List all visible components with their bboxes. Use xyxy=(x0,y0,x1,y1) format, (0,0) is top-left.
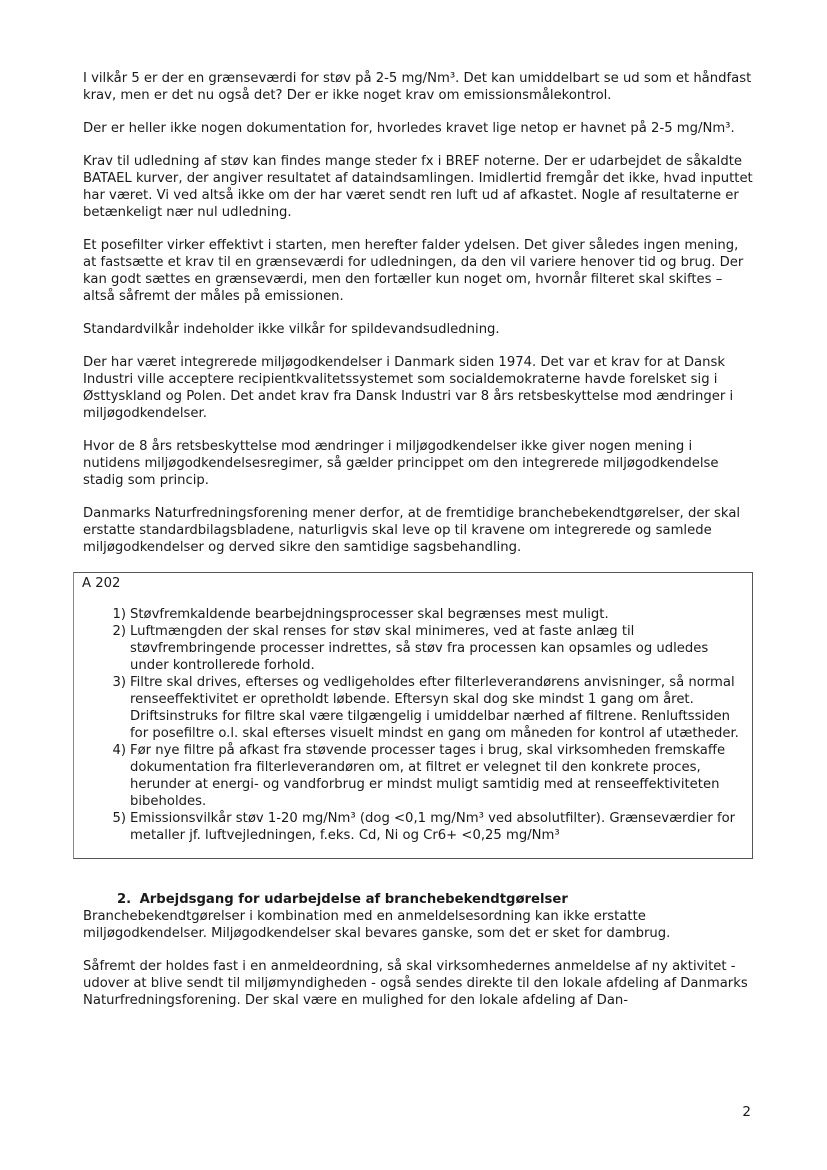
list-item-text: Før nye filtre på afkast fra støvende processer tages i brug, skal virksomheden fremskaffe dokumentation fra filterleverandøren om, at filtret er velegnet til den konkrete proces, herunder at energi- og vandforbrug er mindst muligt samtidig med at renseeffektiviteten bibeholdes. xyxy=(130,743,726,809)
list-item-number: 2) xyxy=(112,624,126,639)
list-item-number: 4) xyxy=(112,743,126,758)
standard-conditions-box xyxy=(73,572,753,859)
list-item xyxy=(114,674,744,742)
section-number: 2. xyxy=(117,892,132,907)
box-label: A 202 xyxy=(82,576,121,591)
paragraph-7: Hvor de 8 års retsbeskyttelse mod ændringer i miljøgodkendelser ikke giver nogen mening i nutidens miljøgodkendelsesregimer, så gælder princippet om den integrerede miljøgodkendelse stadig som princip. xyxy=(83,439,719,488)
list-item xyxy=(114,623,744,674)
list-item-number: 1) xyxy=(112,607,126,622)
page-number: 2 xyxy=(742,1104,751,1120)
paragraph-1: I vilkår 5 er der en grænseværdi for støv på 2-5 mg/Nm³. Det kan umiddelbart se ud som et håndfast krav, men er det nu også det? Der er ikke noget krav om emissionsmålekontrol. xyxy=(83,71,752,103)
document-page xyxy=(83,70,753,1025)
section-title: Arbejdsgang for udarbejdelse af branchebekendtgørelser xyxy=(139,892,568,907)
list-item-text: Støvfremkaldende bearbejdningsprocesser skal begrænses mest muligt. xyxy=(130,607,609,622)
section-paragraph-2: Såfremt der holdes fast i en anmeldeordning, så skal virksomhedernes anmeldelse af ny aktivitet - udover at blive sendt til miljømyndigheden - også sendes direkte til den lokale afdeling af Danmarks Naturfredningsforening. Der skal være en mulighed for den lokale afdeling af Dan- xyxy=(83,959,748,1008)
list-item-text: Filtre skal drives, efterses og vedligeholdes efter filterleverandørens anvisninger, så normal renseeffektivitet er opretholdt løbende. Eftersyn skal dog ske mindst 1 gang om året. Driftsinstruks for filtre skal være tilgængelig i umiddelbar nærhed af filtrene. Renluftssiden for posefiltre o.l. skal efterses visuelt mindst en gang om måneden for kontrol af utætheder. xyxy=(130,675,739,741)
list-item-text: Luftmængden der skal renses for støv skal minimeres, ved at faste anlæg til støvfrembringende processer indrettes, så støv fra processen kan opsamles og udledes under kontrollerede forhold. xyxy=(130,624,709,673)
paragraph-8: Danmarks Naturfredningsforening mener derfor, at de fremtidige branchebekendtgørelser, der skal erstatte standardbilagsbladene, naturligvis skal leve op til kravene om integrerede og samlede miljøgodkendelser og derved sikre den samtidige sagsbehandling. xyxy=(83,506,741,555)
paragraph-2: Der er heller ikke nogen dokumentation for, hvorledes kravet lige netop er havnet på 2-5 mg/Nm³. xyxy=(83,121,735,136)
section-paragraph-1: Branchebekendtgørelser i kombination med en anmeldelsesordning kan ikke erstatte miljøgodkendelser. Miljøgodkendelser skal bevares ganske, som det er sket for dambrug. xyxy=(83,909,671,941)
paragraph-3: Krav til udledning af støv kan findes mange steder fx i BREF noterne. Der er udarbejdet de såkaldte BATAEL kurver, der angiver resultatet af dataindsamlingen. Imidlertid fremgår det ikke, hvad inputtet har været. Vi ved altså ikke om der har været sendt ren luft ud af afkastet. Nogle af resultaterne er betænkeligt nær nul udledning. xyxy=(83,154,753,220)
list-item xyxy=(114,742,744,810)
paragraph-5: Standardvilkår indeholder ikke vilkår for spildevandsudledning. xyxy=(83,322,500,337)
list-item-number: 5) xyxy=(112,811,126,826)
list-item-text: Emissionsvilkår støv 1-20 mg/Nm³ (dog <0,1 mg/Nm³ ved absolutfilter). Grænseværdier for metaller jf. luftvejledningen, f.eks. Cd, Ni og Cr6+ <0,25 mg/Nm³ xyxy=(130,811,736,843)
section-heading xyxy=(83,891,753,908)
conditions-list xyxy=(82,606,744,844)
list-item xyxy=(114,606,744,623)
list-item-number: 3) xyxy=(112,675,126,690)
paragraph-4: Et posefilter virker effektivt i starten, men herefter falder ydelsen. Det giver således ingen mening, at fastsætte et krav til en grænseværdi for udledningen, da den vil variere henover tid og brug. Der kan godt sættes en grænseværdi, men den fortæller kun noget om, hvornår filteret skal skiftes – altså såfremt der måles på emissionen. xyxy=(83,238,744,304)
paragraph-6: Der har været integrerede miljøgodkendelser i Danmark siden 1974. Det var et krav for at Dansk Industri ville acceptere recipientkvalitetssystemet som socialdemokraterne havde forelsket sig i Østtyskland og Polen. Det andet krav fra Dansk Industri var 8 års retsbeskyttelse mod ændringer i miljøgodkendelser. xyxy=(83,355,734,421)
list-item xyxy=(114,810,744,844)
